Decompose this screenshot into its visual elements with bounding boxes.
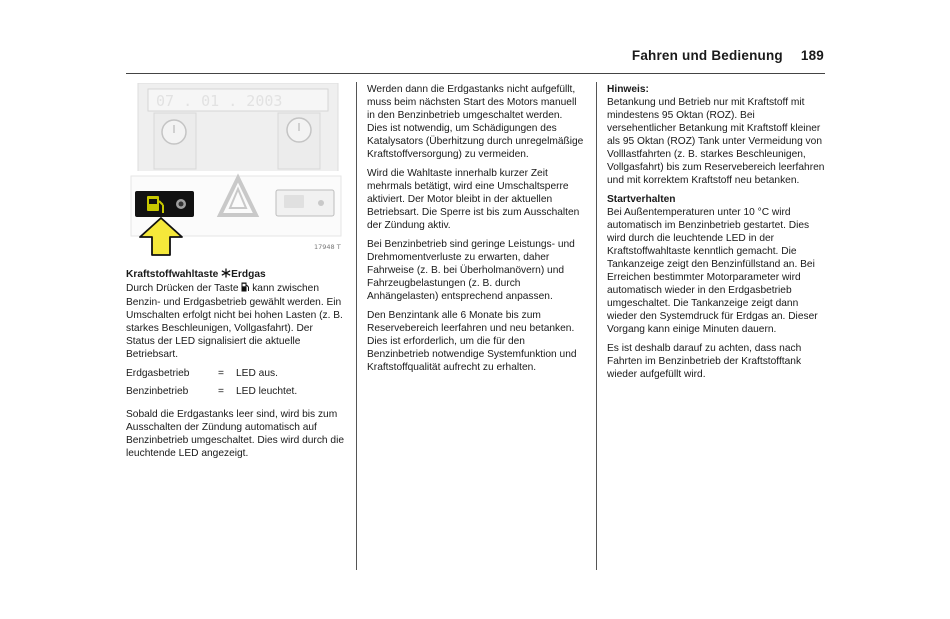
section-heading: Kraftstoffwahltaste Erdgas [126,269,266,280]
paragraph: Bei Benzinbetrieb sind geringe Leistungs- und Drehmomentverluste zu erwarten, daher Fahrweise (z. B. bei Überholmanövern) und Fahrzeugbelastungen (z. B. durch Anhängelasten) entsprechend anpassen. [367,239,575,302]
page-number: 189 [800,48,824,63]
paragraph: Werden dann die Erdgastanks nicht aufgefüllt, muss beim nächsten Start des Motors manuell in den Benzinbetrieb umgeschaltet werden. Dies ist notwendig, um Schädigungen des Katalysators (Überhitzung durch unregelmäßige Kraftstoffversorgung) zu vermeiden. [367,84,584,160]
paragraph: Sobald die Erdgastanks leer sind, wird bis zum Ausschalten der Zündung automatisch auf Benzinbetrieb umgeschaltet. Dies wird durch die leuchtende LED angezeigt. [126,409,345,459]
column-middle [367,83,585,380]
snowflake-icon [221,268,231,282]
intro-paragraph: Durch Drücken der Taste kann zwischen Benzin- und Erdgasbetrieb gewählt werden. Ein Umschalten erfolgt nicht bei hohen Lasten (z. B. starkes Beschleunigen, Vollgasfahrt). Der Status der LED signalisiert die aktuelle Betriebsart. [126,283,343,360]
right-switch [276,190,334,216]
column-left [126,268,344,466]
header-divider [126,73,825,74]
table-row: Erdgasbetrieb = LED aus. [126,368,278,379]
paragraph: Wird die Wahltaste innerhalb kurzer Zeit mehrmals betätigt, wird eine Umschaltsperre aktiviert. Der Motor bleibt in der aktuellen Betriebsart. Die Sperre ist bis zum Ausschalten der Zündung aktiv. [367,168,580,231]
paragraph: Den Benzintank alle 6 Monate bis zum Reservebereich leerfahren und neu betanken. Dies ist erforderlich, um die für den Benzinbetrieb notwendige Systemfunktion und Kraftstoffqualität aufrecht zu erhalten. [367,310,577,373]
paragraph: Es ist deshalb darauf zu achten, dass nach Fahrten im Benzinbetrieb der Kraftstofftank wieder aufgefüllt wird. [607,343,802,380]
figure-id: 17948 T [314,243,341,251]
note-body: Betankung und Betrieb nur mit Kraftstoff mit mindestens 95 Oktan (ROZ). Bei versehentlicher Betankung mit Kraftstoff kleiner als 95 Oktan (ROZ) Tank unter Vermeidung von Volllastfahrten (z. B. starkes Beschleunigen, Vollgasfahrt) bis zum Reservebereich leerfahren und mit korrektem Kraftstoff neu betanken. [607,97,825,186]
column-right [607,83,825,387]
chapter-title: Fahren und Bedienung [631,48,783,63]
fuel-pump-icon [241,282,249,296]
led-status-table [126,367,297,403]
start-body: Bei Außentemperaturen unter 10 °C wird automatisch im Benzinbetrieb gestartet. Dies wird durch die leuchtende LED in der Kraftstoffwahltaste kenntlich gemacht. Die Tankanzeige zeigt den Benzinfüllstand an. Bei Erreichen bestimmter Motorparameter wird automatisch wieder in den Erdgasbetrieb umgeschaltet. Die Tankanzeige zeigt dann wieder den Systemdruck für Erdgas an. Dieser Vorgang kann einige Minuten dauern. [607,207,818,335]
note-heading: Hinweis: [607,84,649,95]
dashboard-figure [126,83,345,261]
column-divider-right [596,82,597,570]
column-divider-left [356,82,357,570]
table-row: Benzinbetrieb = LED leuchtet. [126,386,298,397]
page-header [632,48,824,64]
start-heading: Startverhalten [607,194,676,205]
fuel-selector-button [135,191,194,217]
panel-display-text: 07 . 01 . 2003 [156,92,283,110]
